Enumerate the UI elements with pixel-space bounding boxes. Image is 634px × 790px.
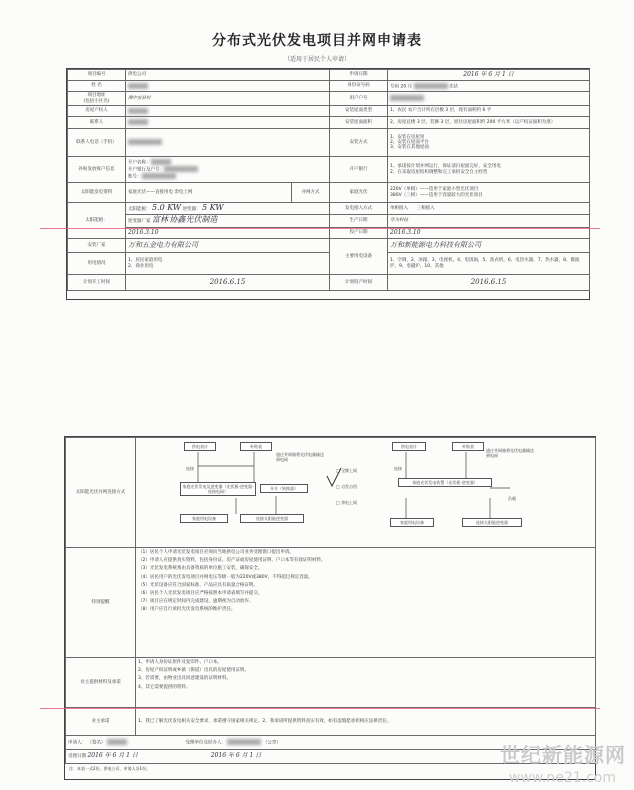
maker-label: 逆变器厂家 [128,219,151,225]
bank-branch-label: 开户银行及户号： [128,167,164,173]
label-bank: 开户银行 [330,157,388,183]
inverter-kw: 5 KW [202,202,224,212]
label-owner: 房屋产权人 [68,106,126,117]
option-check [324,464,344,494]
value-solar [126,183,292,203]
value-apply-date: 2016 年 6 月 1 日 [388,70,590,81]
inverter-box-2: 家庭光伏发电装置（光伏板-逆变器） [398,478,492,487]
switch-box-1: 开关（转换器） [260,484,308,493]
value-roof-type: 1、农民 农户合计所在层数 3 层，现有面积约 6 平 [388,106,590,117]
load-2: 负载 [508,496,516,501]
id-suffix: 光伏 [449,84,458,90]
usage-opt1: 1、居民家庭用电 [128,258,163,264]
value-panel [126,203,330,215]
value-main-equip: 万和新能源电力科技有限公司 [388,239,590,253]
label-apply-date: 申请日期 [330,70,388,81]
option-full: □ 全额上网 [336,468,358,473]
label-name: 姓 名 [68,81,126,92]
redacted-sign [107,739,127,745]
note-2: 通过并网箱将光伏电量输送到电网 [486,448,534,458]
note-item: （6）居民个人光伏发电项目应严格按照本申请表填写并提交。 [138,591,263,597]
value-commit [388,157,590,183]
conn-1: 连接 [186,466,194,471]
value-owner [126,106,330,117]
meter-box-2: 供电表计 [392,442,426,451]
label-roof-area: 安装屋面面积 [330,117,388,129]
commit-text: 1、我已了解光伏发电相关安全要求，承诺遵守国家相关规定。2、我承诺所提供资料真实有效，如有虚假愿承担相应法律责任。 [136,708,596,736]
label-usage: 用电情况 [68,253,126,275]
label-diagram: 太阳能光伏并网连接方式 [66,438,136,548]
label-address [68,92,126,106]
commit-opt1: 1、承诺按计划并网运行，保证清扫屋面完好，安全用电 [390,164,501,170]
inverter-box-1: 家庭光伏发电及逆变器（光伏板-逆变器-连接电网） [180,482,256,496]
value-account [388,92,590,106]
doc-item: 2、房屋产权证明或乡镇（街道）出具的房屋使用证明。 [138,668,249,674]
accept-stamp: （公章） [262,740,281,746]
doc-item: 3、若需要，由物业出具同意建设的证明材料。 [138,676,231,682]
meter-box-1: 供电表计 [184,442,216,451]
address-sublabel: (包括小区名) [83,98,110,104]
subsidy-box-1: 补贴表 [240,442,272,451]
note-item: （5）光伏设备应符合国家标准，产品应具有质量合格证明。 [138,582,258,588]
grid-box-2: 连接太阳能逆变器 [462,518,522,527]
install-opt2: 2、安装在屋面平台 [390,139,429,145]
option-surplus-text: 余电上网 [341,500,358,505]
redacted-owner [128,108,148,114]
note-item: （2）申请人应提供真实资料，包括身份证、房产证或房屋使用证明、户口本等有效证明材料。 [138,558,326,564]
value-voltage [388,183,590,203]
accept-label: 受理单位及经办人： [185,740,227,746]
bank-acct-label: 账号： [128,174,142,180]
bank-name-row [128,159,327,166]
label-installer: 安装厂家 [68,239,126,253]
doc-item: 4、其它需要提供的资料。 [138,684,191,690]
redacted-accept [227,739,261,745]
power-company: 供电公司 [128,72,146,78]
applicant-label: 申请人： [68,740,86,746]
label-op-date: 投产日期 [330,228,388,239]
note-item: （1）居民个人申请光伏发电项目必须向当地供电公司业务受理窗口提出申请。 [138,550,294,555]
application-form-page-1 [66,68,590,300]
label-connect: 发电接入方式 [330,203,388,215]
panel-label: 太阳能板： [128,206,151,212]
label-grid: 并网方式 [292,183,330,203]
label-bank-section: 补贴发放账户信息 [68,157,126,183]
maker-val: 富林 [151,215,168,225]
doc-item: 1、申请人身份证原件及复印件、户口本。 [138,660,222,665]
install-opt1: 1、安装在房屋顶 [390,134,425,140]
red-rule-1 [40,228,600,229]
usage-opt2: 2、商业用电 [128,263,154,269]
label-contact: 联系人 [68,117,126,129]
diagram-1-lines [176,438,336,548]
value-project-no [126,70,330,81]
conn-2: 连接 [394,466,402,471]
value-op-date: 2016.3.10 [388,228,590,239]
note-item: （4）居民用户的光伏发电项目并网电压等级一般为220V或380V，不得超过规定容量。 [138,574,313,580]
redacted-name [128,83,148,89]
address-label: 项目地址 [87,93,106,99]
value-usage [126,253,330,275]
label-main-equip: 主要用电设备 [330,239,388,275]
redacted-contact [128,119,148,125]
label-end: 计划投产时间 [330,275,388,291]
redacted-acct [142,173,176,179]
date-right: 2016 年 6 月 1 日 [210,752,262,760]
note-item: （8）用户应自行承担光伏发电系统的维护责任。 [138,607,236,613]
redacted-account [390,95,424,101]
diagram-area [136,438,596,548]
subsidy-box-2: 补贴表 [452,442,484,451]
redacted-bank-name [151,159,171,165]
red-rule-2 [40,708,600,709]
value-phone [126,129,330,157]
form-subtitle: （适用于居民个人申请） [283,56,350,63]
value-roof-area: 2、房屋总楼 3 层，装修 3 层，原住房屋面积约 200 平方米（以产权证面积为准） [388,117,590,129]
value-name [126,81,330,92]
id-text: 号码 20 月 [390,84,413,90]
value-end: 2016.6.15 [388,275,590,291]
option-self-text: 自发自用 [341,484,358,489]
label-id: 身份证号码 [330,81,388,92]
option-self: □ 自发自用 [336,484,358,489]
voltage-380: 380V（三相）——适用于容量较大的光伏项目 [390,192,483,198]
label-prod-date: 生产日期 [330,215,388,228]
docs-list [136,658,596,708]
watermark-logo: 世纪新能源网 [500,743,626,767]
value-maker [126,215,330,228]
value-install [388,129,590,157]
value-bank [126,157,330,183]
label-commit: 业主承诺 [66,708,136,736]
application-table [67,69,590,291]
note-1: 通过并网箱将光伏电量输送到电网 [276,452,324,462]
panel-kw: 5.0 KW [151,202,182,212]
application-form-page-2 [64,436,596,780]
label-phone: 联系人电话（手机） [68,129,126,157]
label-docs: 业主提供材料及承诺 [66,658,136,708]
date-val: 2016 年 6 月 1 日 [87,752,138,760]
applicant-sign: （签名） [87,740,106,746]
redacted-phone [128,139,162,145]
notes-list [136,548,596,658]
label-project-no: 项目编号 [68,70,126,81]
home-box-1: 家庭用电设备 [180,514,228,523]
install-opt3: 3、安装在其他屋面 [390,145,429,151]
form-footer: 注：本表一式2份，供电公司、申请人各1份。 [69,766,151,771]
value-prod: 华为科技 [388,215,590,228]
equip-head: 太阳能板： [85,217,108,223]
bank-acct-row [128,173,327,180]
inverter-label: 逆变器： [182,206,201,212]
value-appliances: 1、空调，2、冰箱，3、电视机，4、电饭锅，5、洗衣机，6、电热水器，7、热水器，8、微波炉，9、电磁炉，10、其他 [388,253,590,275]
label-roof-type: 安装屋面类型 [330,106,388,117]
bank-branch-row [128,166,327,173]
label-notes: 特别提醒 [66,548,136,658]
label-equipment [68,203,126,239]
home-box-2: 家庭用电设备 [390,518,434,527]
label-start: 计划开工时间 [68,275,126,291]
solar-opt1: 家庭光伏——直接用电 [128,189,173,195]
voltage-220: 220V（单相）——适用于家庭小型光伏项目 [390,187,479,193]
solar-opt2: 余电上网 [174,189,193,195]
rules-table [65,437,596,764]
value-start: 2016.6.15 [126,275,330,291]
label-account: 用户户号 [330,92,388,106]
value-build-date: 2016.3.10 [126,228,330,239]
value-grid-mode: 家庭光伏 [330,183,388,203]
redacted-id [414,83,448,89]
label-solar: 太阳能发电资料 [68,183,126,203]
connect-three: 三相接入 [416,205,435,211]
option-surplus: □ 余电上网 [336,500,358,505]
module-val: 协鑫光伏制造 [169,215,218,225]
commit-opt2: 2、在采取房屋结构调整和完工承担安全自主经营 [390,169,488,175]
option-full-text: 全额上网 [341,468,358,473]
bank-name-label: 开户名称： [128,160,151,166]
watermark-url: www.ne21.com [508,770,616,786]
note-item: （7）项目应在规定时间内完成建设，逾期视为自动放弃。 [138,599,254,605]
value-address: 湘中安县村 [126,92,330,106]
diagram-2-lines [386,438,546,548]
date-label: 受理日期 [68,754,86,760]
note-item: （3）光伏发电系统须由具备资质的单位施工安装，确保安全。 [138,566,263,572]
value-connect [388,203,590,215]
value-installer: 万和五金电力有限公司 [126,239,330,253]
form-title: 分布式光伏发电项目并网申请表 [212,33,422,49]
value-id [388,81,590,92]
connect-single: 单相接入 [390,205,409,211]
value-contact [126,117,330,129]
label-install: 安装方式 [330,129,388,157]
grid-box-1: 连接太阳能逆变器 [240,514,304,523]
redacted-branch [164,166,198,172]
